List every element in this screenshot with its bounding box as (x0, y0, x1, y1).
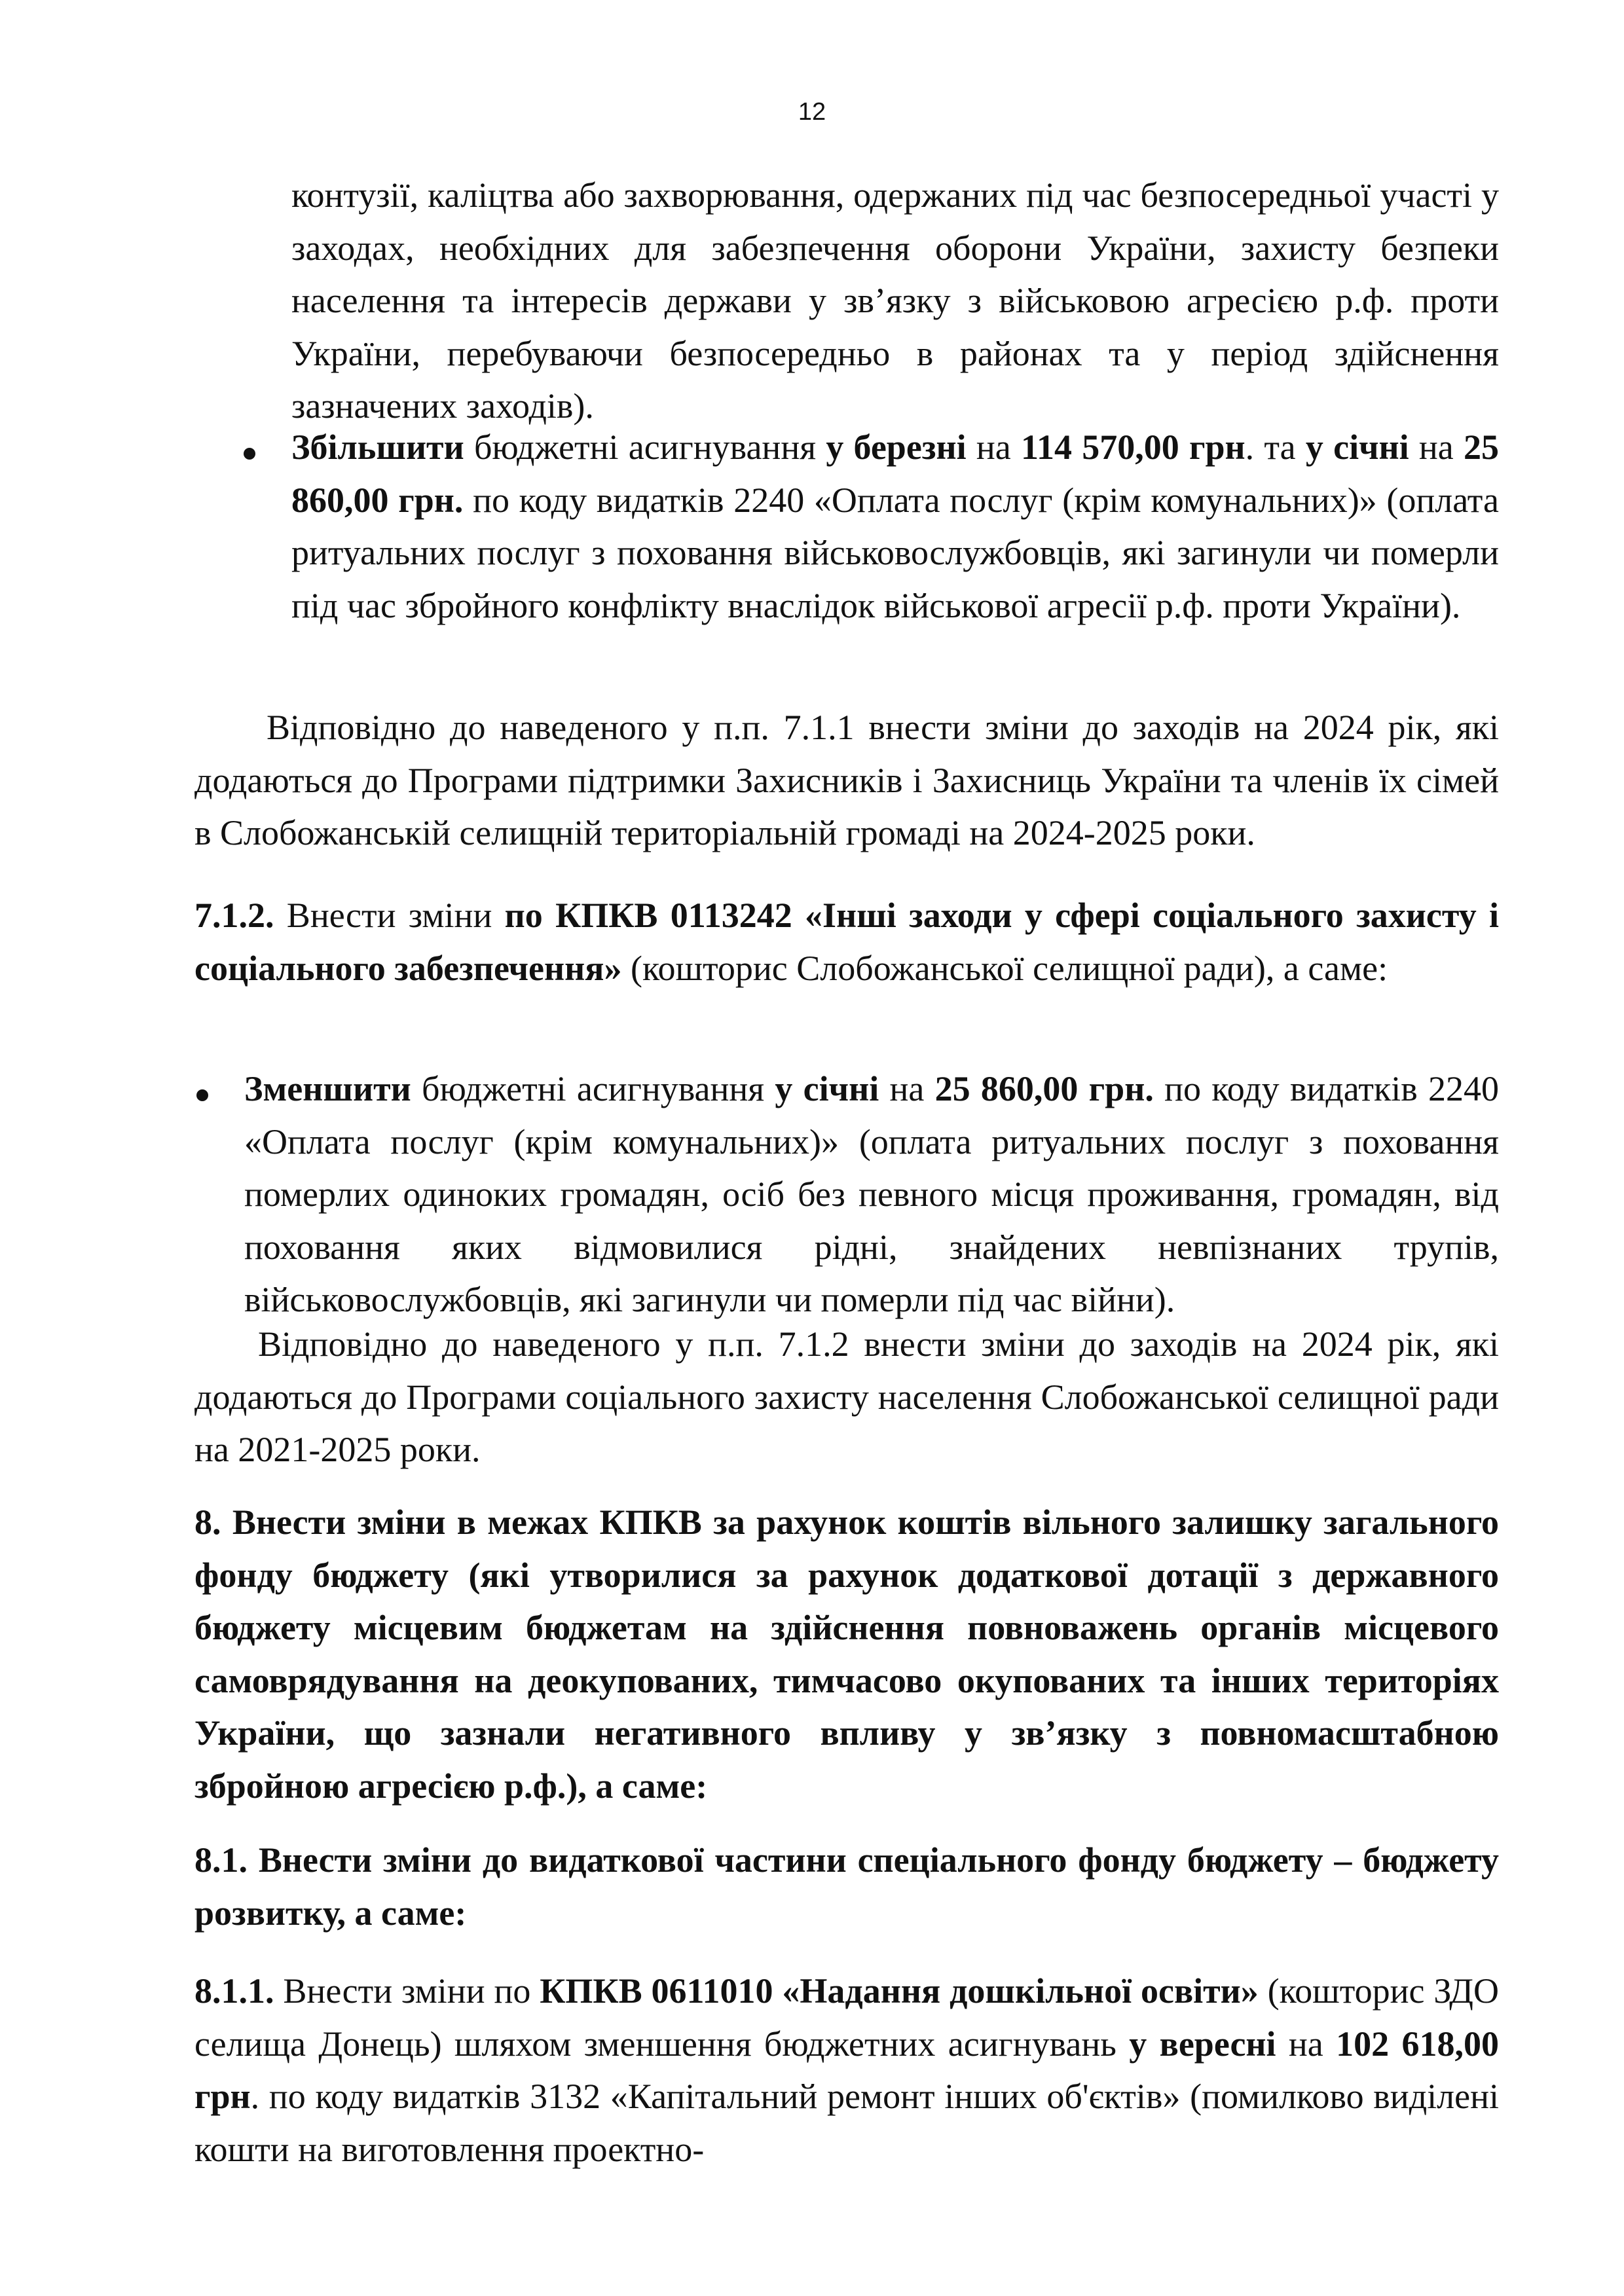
increase-keyword: Збільшити (291, 428, 464, 467)
section-8-heading: 8. Внести зміни в межах КПКВ за рахунок коштів вільного залишку загального фонду бюджету (які утворилися за рахунок додаткової дотації з державного бюджету місцевим бюджетам на здійснення повноважень органів місцевого самоврядування на деокупованих, тимчасово окупованих та інших територіях України, що зазнали негативного впливу у зв’язку з повномасштабною збройною агресією р.ф.), а саме: (194, 1503, 1499, 1806)
section-712 (194, 889, 1499, 994)
bullet1-text: на (1409, 428, 1464, 467)
bullet1-month-march: у березні (826, 428, 967, 467)
section-712-kpkv: по КПКВ 0113242 «Інші заходи у сфері соціального захисту і соціального забезпечення» (194, 896, 1500, 988)
bullet-increase (291, 421, 1499, 632)
paragraph-711-reference: Відповідно до наведеного у п.п. 7.1.1 внести зміни до заходів на 2024 рік, які додаються до Програми підтримки Захисників і Захисниць України та членів їх сімей в Слобожанській селищній територіальній громаді на 2024-2025 роки. (194, 708, 1499, 852)
section-811-kpkv: КПКВ 0611010 «Надання дошкільної освіти» (540, 1971, 1259, 2011)
bullet2-amount: 25 860,00 грн. (934, 1069, 1154, 1108)
bullet1-text: . та (1245, 428, 1306, 467)
continuation-paragraph: контузії, каліцтва або захворювання, одержаних під час безпосередньої участі у заходах, необхідних для забезпечення оборони України, захисту безпеки населення та інтересів держави у зв’язку з військовою агресією р.ф. проти України, перебуваючи безпосередньо в районах та у період здійснення зазначених заходів). (291, 175, 1499, 426)
section-712-text: Внести зміни (274, 896, 505, 935)
bullet-icon (244, 448, 255, 460)
bullet1-amount-january: 25 860,00 грн. (291, 428, 1500, 520)
bullet-decrease (244, 1063, 1499, 1326)
section-811-text: (кошторис ЗДО селища Донець) шляхом зменшення бюджетних асигнувань (194, 1971, 1499, 2064)
section-81-heading: 8.1. Внести зміни до видаткової частини спеціального фонду бюджету – бюджету розвитку, а саме: (194, 1840, 1499, 1933)
section-811-text: на (1276, 2024, 1337, 2064)
bullet2-text: бюджетні асигнування (411, 1069, 775, 1108)
section-811-month: у вересні (1129, 2024, 1276, 2064)
section-811-amount: 102 618,00 грн (194, 2024, 1500, 2116)
bullet1-text: на (966, 428, 1021, 467)
bullet1-amount-march: 114 570,00 грн (1020, 428, 1246, 467)
page-number: 12 (798, 98, 826, 126)
bullet2-text: по коду видатків 2240 «Оплата послуг (крім комунальних)» (оплата ритуальних послуг з поховання померлих одиноких громадян, осіб без певного місця проживання, громадян, від поховання яких відмовилися рідні, знайдених невпізнаних трупів, військовослужбовців, які загинули чи померли під час війни). (244, 1069, 1499, 1319)
bullet2-month-january: у січні (775, 1069, 879, 1108)
section-712-text: (кошторис Слобожанської селищної ради), а саме: (621, 948, 1388, 988)
paragraph-712-reference: Відповідно до наведеного у п.п. 7.1.2 внести зміни до заходів на 2024 рік, які додаються до Програми соціального захисту населення Слобожанської селищної ради на 2021-2025 роки. (194, 1324, 1499, 1469)
bullet1-text: по коду видатків 2240 «Оплата послуг (крім комунальних)» (оплата ритуальних послуг з поховання військовослужбовців, які загинули чи померли під час збройного конфлікту внаслідок військової агресії р.ф. проти України). (291, 480, 1499, 625)
section-811 (194, 1965, 1499, 2176)
decrease-keyword: Зменшити (244, 1069, 411, 1108)
bullet2-text: на (879, 1069, 935, 1108)
section-811-number: 8.1.1. (194, 1971, 274, 2011)
bullet1-text: бюджетні асигнування (464, 428, 826, 467)
section-811-text: Внести зміни по (274, 1971, 540, 2011)
bullet-icon (196, 1089, 208, 1101)
section-811-text: . по коду видатків 3132 «Капітальний ремонт інших об'єктів» (помилково виділені кошти на виготовлення проектно- (194, 2077, 1499, 2169)
section-712-number: 7.1.2. (194, 896, 274, 935)
bullet1-month-january: у січні (1305, 428, 1409, 467)
